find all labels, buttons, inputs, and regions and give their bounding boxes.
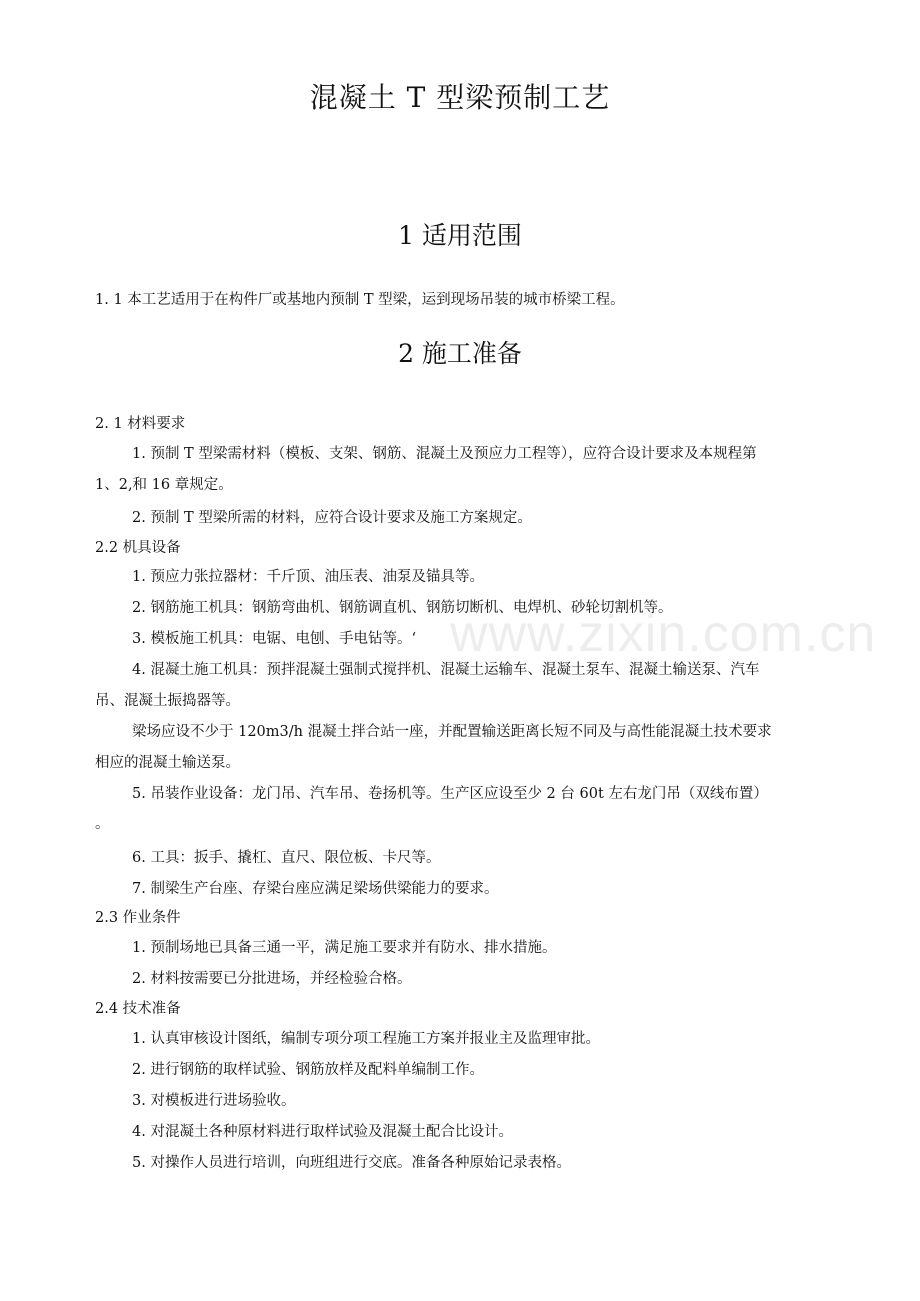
section-2-heading: 2 施工准备 (398, 339, 522, 368)
list-item-continuation: 。 (95, 816, 110, 832)
list-item: 4. 混凝土施工机具：预拌混凝土强制式搅拌机、混凝土运输车、混凝土泵车、混凝土输送泵、汽车 (132, 662, 760, 678)
list-item: 4. 对混凝土各种原材料进行取样试验及混凝土配合比设计。 (132, 1124, 513, 1140)
list-item: 2. 材料按需要已分批进场，并经检验合格。 (132, 971, 412, 987)
paragraph-1-1: 1. 1 本工艺适用于在构件厂或基地内预制 T 型梁，运到现场吊装的城市桥梁工程。 (95, 292, 625, 308)
list-item: 1. 预应力张拉器材：千斤顶、油压表、油泵及锚具等。 (132, 569, 484, 585)
subsection-2-4-heading: 2.4 技术准备 (95, 1001, 181, 1017)
document-title: 混凝土 T 型梁预制工艺 (309, 81, 611, 114)
list-item: 5. 吊装作业设备：龙门吊、汽车吊、卷扬机等。生产区应设至少 2 台 60t 左右龙门吊（双线布置） (132, 786, 768, 802)
list-item: 3. 对模板进行进场验收。 (132, 1093, 296, 1109)
list-item-continuation: 1、2,和 16 章规定。 (95, 477, 233, 493)
list-item: 1. 认真审核设计图纸，编制专项分项工程施工方案并报业主及监理审批。 (132, 1031, 600, 1047)
note-paragraph-continuation: 相应的混凝土输送泵。 (95, 755, 240, 771)
list-item: 2. 预制 T 型梁所需的材料，应符合设计要求及施工方案规定。 (132, 510, 532, 526)
note-paragraph: 梁场应设不少于 120m3/h 混凝土拌合站一座，并配置输送距离长短不同及与高性能混凝土技术要求 (132, 724, 772, 740)
watermark: www.zixin.com.cn (450, 605, 877, 663)
list-item: 1. 预制 T 型梁需材料（模板、支架、钢筋、混凝土及预应力工程等），应符合设计要求及本规程第 (132, 446, 757, 462)
list-item-continuation: 吊、混凝土振捣器等。 (95, 693, 240, 709)
subsection-2-3-heading: 2.3 作业条件 (95, 910, 181, 926)
list-item: 1. 预制场地已具备三通一平，满足施工要求并有防水、排水措施。 (132, 940, 557, 956)
list-item: 2. 钢筋施工机具：钢筋弯曲机、钢筋调直机、钢筋切断机、电焊机、砂轮切割机等。 (132, 600, 673, 616)
list-item: 6. 工具：扳手、撬杠、直尺、限位板、卡尺等。 (132, 850, 441, 866)
list-item: 3. 模板施工机具：电锯、电刨、手电钻等。‘ (132, 631, 417, 647)
list-item: 5. 对操作人员进行培训，向班组进行交底。准备各种原始记录表格。 (132, 1155, 571, 1171)
list-item: 2. 进行钢筋的取样试验、钢筋放样及配料单编制工作。 (132, 1062, 484, 1078)
subsection-2-2-heading: 2.2 机具设备 (95, 540, 181, 556)
section-1-heading: 1 适用范围 (398, 221, 522, 250)
list-item: 7. 制梁生产台座、存梁台座应满足梁场供梁能力的要求。 (132, 881, 499, 897)
subsection-2-1-heading: 2. 1 材料要求 (95, 416, 186, 432)
